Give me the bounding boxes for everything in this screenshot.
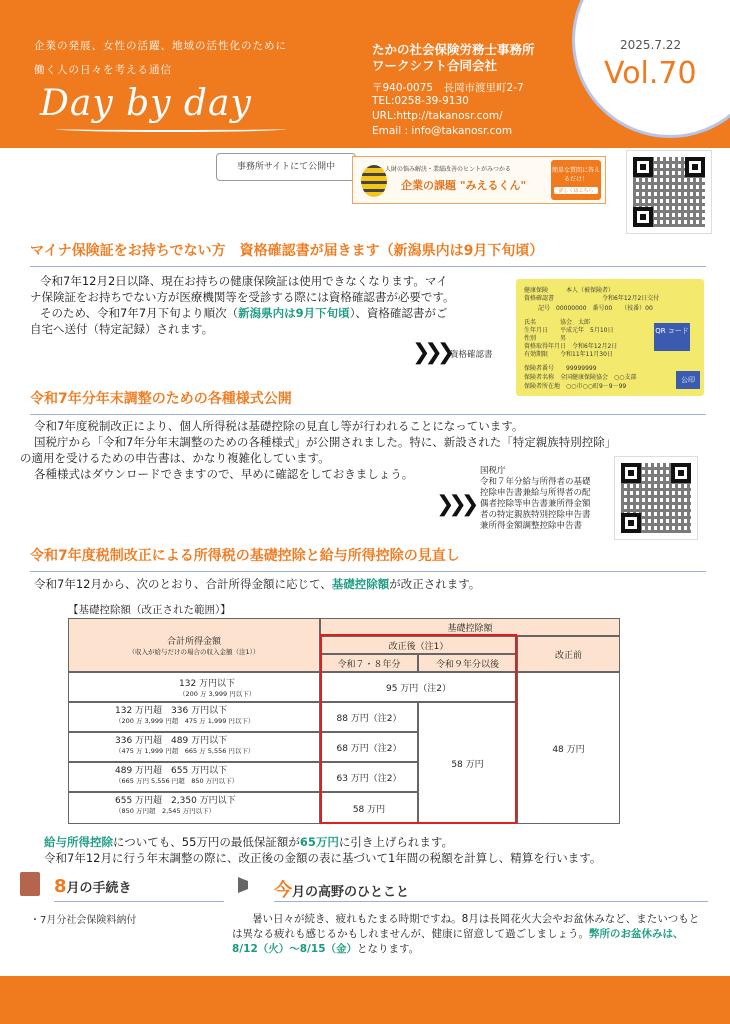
section-header-deduction: [30, 545, 706, 572]
email-address[interactable]: Email : info@takanosr.com: [372, 125, 513, 137]
footer-bar: [0, 976, 730, 1024]
row-range-sub: （200 万 3,999 円以下）: [179, 690, 256, 698]
yearend-adjust-note: 令和7年12月に行う年末調整の際に、改正後の金額の表に基づいて1年間の税額を計算し、精算を行います。: [44, 851, 602, 865]
card-row: 保険者番号 99999999: [524, 365, 597, 372]
procedure-title: 月の手続き: [66, 881, 132, 896]
note-highlight-2: 65万円: [299, 835, 339, 849]
row-range: 132 万円超 336 万円以下: [115, 706, 228, 716]
message-text: 暑い日々が続き、疲れもたまる時期ですね。8月は長岡花火大会やお盆休みなど、またいつもとは異なる疲れも感じるかもしれませんが、健康に留意して過ごしましょう。: [232, 913, 700, 940]
month-number: 8: [54, 876, 67, 897]
before-merged-value: 48 万円: [517, 672, 620, 824]
table-row-range: [68, 792, 320, 824]
promo-badge-text: 簡単な質問に答えるだけ！: [551, 167, 600, 183]
section-header-yearend: [30, 388, 706, 415]
section-body-deduction: [34, 576, 704, 592]
section-title-yearend: 令和7年分年末調整のための各種様式公開: [30, 391, 292, 407]
row-range-sub: （850 万円超 2,545 万円以下）: [115, 807, 216, 815]
company-name-1: たかの社会保険労務士事務所: [372, 42, 535, 57]
section-body-mynumber: [30, 273, 516, 337]
row-range: 336 万円超 489 万円以下: [115, 736, 228, 746]
note-text-a: についても、55万円の最低保証額が: [113, 835, 300, 849]
header-income-note: （収入が給与だけの場合の収入金額（注1））: [128, 648, 260, 656]
book-icon: [20, 872, 40, 896]
r9-merged-value: 58 万円: [418, 702, 517, 824]
nta-caption-line: 国税庁: [480, 466, 506, 476]
card-seal: 公印: [676, 371, 700, 389]
card-row: 氏名 協会 太郎: [524, 319, 591, 326]
card-row: 有効期限 令和11年11月30日: [524, 351, 613, 358]
table-row-range: [68, 702, 320, 732]
site-callout: 事務所サイトにて公開中: [216, 153, 356, 181]
row-range-sub: （665 万円 5,556 円超 850 万円以下）: [115, 777, 239, 785]
deduction-intro-highlight: 基礎控除額: [331, 577, 390, 591]
procedure-item: ・7月分社会保険料納付: [30, 915, 137, 926]
header-r9: 令和９年分以後: [418, 654, 517, 672]
card-row: 生年月日 平成元年 5月10日: [524, 327, 614, 334]
message-text-end: となります。: [357, 943, 420, 955]
telephone: TEL:0258-39-9130: [372, 95, 469, 107]
promo-badge[interactable]: [551, 160, 601, 200]
logo-swoosh: [56, 126, 286, 132]
note-text-b: に引き上げられます。: [338, 835, 454, 849]
card-row: 保険者名称 全国健康保険協会 ○○支部: [524, 374, 637, 381]
promo-title: 企業の課題 "みえるくん": [401, 179, 527, 192]
tagline-line-2: 働く人の日々を考える通信: [34, 64, 172, 76]
nta-caption-line: 偶者控除等申告書兼所得金額: [480, 499, 591, 509]
message-highlight-char: 今: [274, 880, 292, 901]
deduction-intro-a: 令和7年12月から、次のとおり、合計所得金額に応じて、: [34, 577, 332, 591]
card-qr-box: QR コード: [654, 323, 690, 351]
deduction-table: [68, 618, 620, 824]
card-row: 資格確認書 令和6年12月2日交付: [524, 295, 660, 302]
row-value-r78: 58 万円: [320, 792, 418, 824]
message-title: 月の高野のひとこと: [292, 885, 410, 900]
address: 〒940-0075 長岡市渡里町2-7: [372, 82, 524, 94]
card-row: 保険者所在地 ○○市○○町9－9－99: [524, 383, 627, 390]
row-range-sub: （475 万 1,999 円超 665 万 5,556 円以下）: [115, 747, 255, 755]
nta-qr-code-icon[interactable]: [614, 456, 698, 540]
header-banner: [0, 0, 730, 148]
volume-number: Vol.70: [604, 56, 697, 91]
note-highlight: 給与所得控除: [44, 835, 113, 849]
table-row-range: [68, 762, 320, 792]
nta-caption-line: 兼所得金額調整控除申告書: [480, 521, 583, 531]
nta-caption-line: 者の特定親族特別控除申告書: [480, 510, 591, 520]
yearend-line-2: 国税庁から「令和7年分年末調整のための各種様式」が公開されました。特に、新設された「特定親族特別控除」: [34, 435, 617, 449]
row-value-r78: 63 万円（注2）: [320, 762, 418, 792]
triple-chevron-icon: ❯❯❯: [436, 492, 474, 517]
row-range-sub: （200 万 3,999 円超 475 万 1,999 円以下）: [115, 717, 255, 725]
website-url[interactable]: URL:http://takanosr.com/: [372, 110, 503, 122]
row-range: 132 万円以下: [179, 679, 236, 689]
mynumber-line-3a: そのため、令和7年7月下旬より順次（: [40, 306, 239, 320]
deduction-intro-b: が改正されます。: [389, 577, 481, 591]
procedure-header: [54, 876, 224, 902]
row-range: 655 万円超 2,350 万円以下: [115, 796, 236, 806]
yearend-line-1: 令和7年度税制改正により、個人所得税は基礎控除の見直し等が行われることになっています。: [34, 419, 524, 433]
row-value-r78: 68 万円（注2）: [320, 732, 418, 762]
row-range: 489 万円超 655 万円以下: [115, 766, 228, 776]
mynumber-line-1: 令和7年12月2日以降、現在お持ちの健康保険証は使用できなくなります。マイ: [40, 274, 448, 288]
card-row: 健康保険 本人（被保険者）: [524, 287, 615, 294]
nta-caption-line: 控除申告書兼給与所得者の配: [480, 488, 591, 498]
card-row: 性別 男: [524, 335, 567, 342]
mynumber-line-3b: ）、資格確認書がご: [349, 306, 448, 320]
header-before: 改正前: [517, 636, 620, 672]
salary-deduction-note: [44, 834, 453, 850]
nta-caption: [480, 466, 610, 532]
row-value-r78: 88 万円（注2）: [320, 702, 418, 732]
qualification-card-image: [516, 279, 704, 396]
megaphone-icon: [238, 877, 260, 893]
holiday-notice: 弊所のお盆休みは、8/12（火）～8/15（金）: [232, 928, 684, 955]
tagline-line-1: 企業の発展、女性の活躍、地域の活性化のために: [34, 40, 287, 52]
mynumber-line-2: ナ保険証をお持ちでない方が医療機関等を受診する際には資格確認書が必要です。: [30, 290, 455, 304]
card-row: 記号 00000000 番号00 （枝番）00: [538, 305, 653, 312]
issue-date: 2025.7.22: [620, 38, 682, 52]
header-income: [68, 618, 320, 672]
card-caption: 資格確認書: [450, 350, 493, 360]
message-header: [274, 876, 708, 902]
promo-banner[interactable]: [352, 156, 606, 204]
header-basic: 基礎控除額: [320, 618, 620, 636]
row-value-merged: 95 万円（注2）: [320, 672, 517, 702]
header-after: 改正後（注1）: [320, 636, 517, 654]
bee-mascot-icon: [361, 165, 387, 197]
table-row-range: [68, 672, 320, 702]
mynumber-line-4: 自宅へ送付（特定記録）されます。: [30, 322, 214, 336]
qr-code-icon[interactable]: [626, 150, 712, 234]
section-title-mynumber: マイナ保険証をお持ちでない方 資格確認書が届きます（新潟県内は9月下旬頃）: [30, 243, 544, 259]
header-r78: 令和７・８年分: [320, 654, 418, 672]
section-title-deduction: 令和7年度税制改正による所得税の基礎控除と給与所得控除の見直し: [30, 548, 460, 564]
table-row-range: [68, 732, 320, 762]
newsletter-logo: Day by day: [40, 83, 252, 124]
header-income-label: 合計所得金額: [166, 637, 221, 647]
company-name-2: ワークシフト合同会社: [372, 58, 498, 73]
card-row: 資格取得年月日 令和6年12月2日: [524, 343, 618, 350]
yearend-line-4: 各種様式はダウンロードできますので、早めに確認をしておきましょう。: [34, 467, 414, 481]
mynumber-highlight: 新潟県内は9月下旬頃: [238, 306, 350, 320]
message-body: [232, 912, 706, 957]
promo-subtitle: 人財の悩み解決・業績改善のヒントがみつかる: [385, 166, 511, 173]
triple-chevron-icon: ❯❯❯: [412, 340, 450, 365]
section-header-mynumber: [30, 240, 706, 267]
promo-detail-button[interactable]: 詳しくはこちら: [554, 187, 598, 194]
table-caption: 【基礎控除額（改正された範囲）】: [68, 604, 231, 616]
yearend-line-3: の適用を受けるための申告書は、かなり複雑化しています。: [20, 451, 330, 465]
nta-caption-line: 令和７年分給与所得者の基礎: [480, 477, 591, 487]
